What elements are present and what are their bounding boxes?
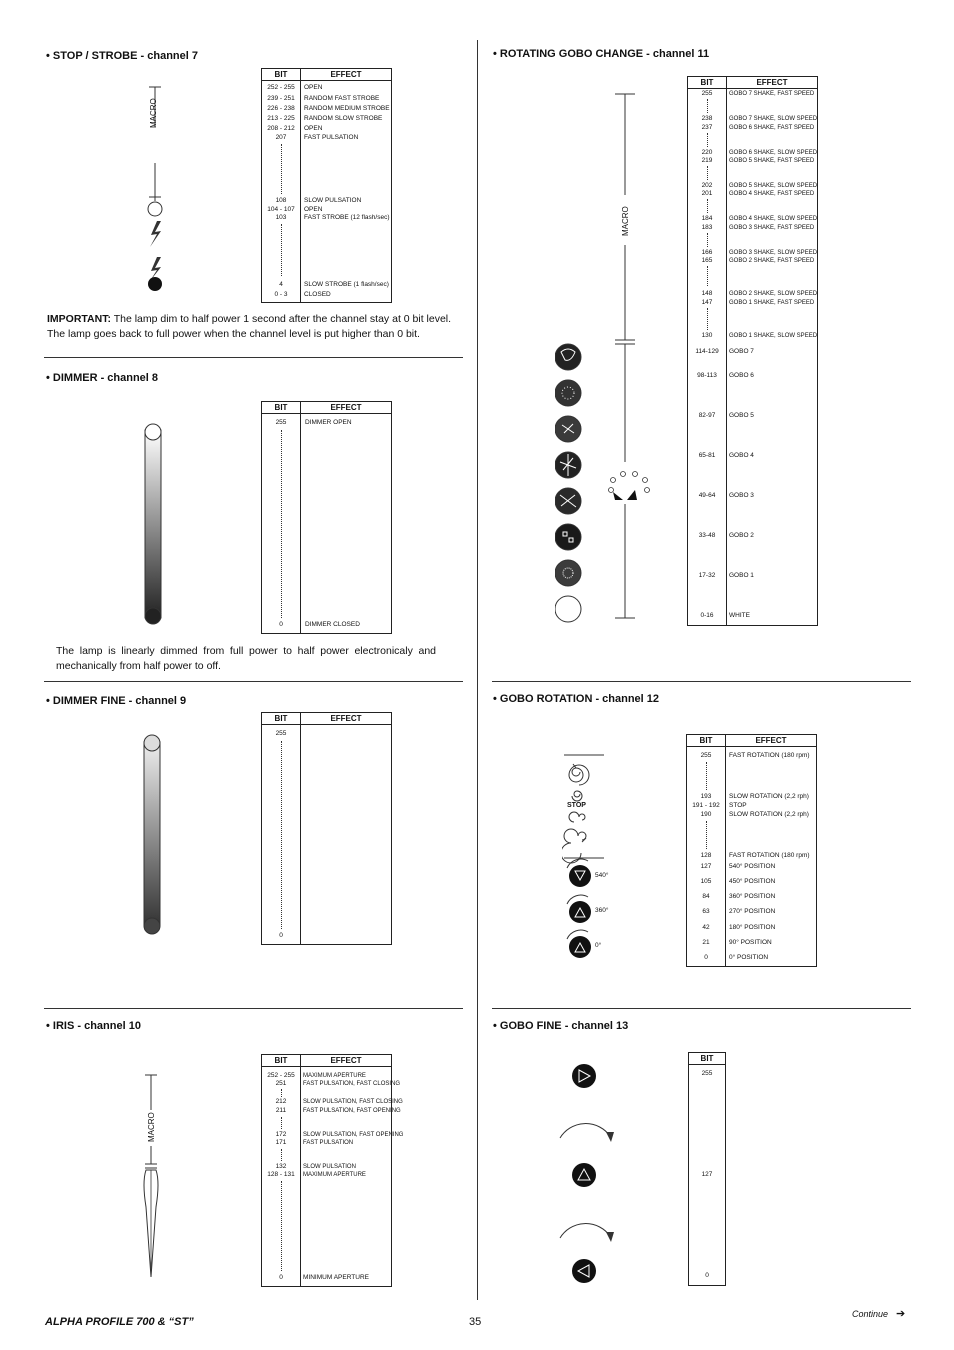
- bit-cell: 238: [701, 115, 713, 122]
- effect-cell: 90° POSITION: [729, 939, 772, 946]
- bit-cell: 201: [701, 190, 713, 197]
- important-note: [47, 312, 472, 342]
- table-header: [262, 402, 391, 414]
- bit-cell: 104 - 107: [267, 206, 295, 213]
- effect-cell: SLOW PULSATION: [304, 197, 362, 204]
- column-separator: [300, 1055, 301, 1286]
- effect-cell: GOBO 5 SHAKE, FAST SPEED: [729, 158, 815, 164]
- effect-cell: GOBO 7: [729, 348, 754, 355]
- bit-cell: 105: [700, 878, 712, 885]
- bit-cell: 191 - 192: [692, 802, 720, 809]
- gobo-rotation-title: • GOBO ROTATION - channel 12: [493, 693, 660, 705]
- effect-cell: FAST PULSATION: [304, 134, 359, 141]
- gobo-rotation-table: [686, 734, 817, 967]
- bit-cell: 193: [700, 793, 712, 800]
- effect-cell: GOBO 1 SHAKE, SLOW SPEED: [729, 333, 818, 339]
- bit-cell: 0: [704, 954, 708, 961]
- effect-cell: GOBO 3 SHAKE, FAST SPEED: [729, 225, 815, 231]
- bit-cell: 213 - 225: [267, 115, 295, 122]
- table-header: [688, 77, 817, 89]
- bit-cell: 219: [701, 157, 713, 164]
- section-divider: [44, 1008, 463, 1009]
- bit-cell: 252 - 255: [267, 84, 295, 91]
- effect-cell: OPEN: [304, 84, 323, 91]
- table-header: [689, 1053, 725, 1065]
- bit-cell: 63: [702, 908, 710, 915]
- effect-cell: FAST STROBE (12 flash/sec): [304, 214, 390, 221]
- dotted-line: [707, 233, 708, 247]
- effect-cell: OPEN: [304, 206, 323, 213]
- bit-cell: 211: [275, 1107, 287, 1114]
- effect-cell: 180° POSITION: [729, 924, 776, 931]
- dotted-line: [707, 308, 708, 330]
- gobo-fine-title: • GOBO FINE - channel 13: [493, 1020, 629, 1032]
- important-text: The lamp dim to half power 1 second after the channel stay at 0 bit level.: [110, 313, 452, 325]
- dotted-line: [706, 821, 707, 849]
- column-separator: [300, 713, 301, 944]
- dimmer-fine-gradient-diagram: [139, 730, 165, 940]
- iris-title: • IRIS - channel 10: [46, 1020, 141, 1032]
- dotted-line: [707, 133, 708, 147]
- effect-cell: GOBO 6 SHAKE, FAST SPEED: [729, 125, 815, 131]
- effect-cell: GOBO 4 SHAKE, SLOW SPEED: [729, 216, 818, 222]
- bit-cell: 128: [700, 852, 712, 859]
- macro-label: MACRO: [149, 98, 158, 128]
- effect-cell: 270° POSITION: [729, 908, 776, 915]
- effect-cell: GOBO 6 SHAKE, SLOW SPEED: [729, 150, 818, 156]
- bit-cell: 147: [701, 299, 713, 306]
- effect-header: EFFECT: [756, 78, 788, 87]
- gobo-change-table: [687, 76, 818, 626]
- bit-cell: 165: [701, 257, 713, 264]
- effect-cell: GOBO 6: [729, 372, 754, 379]
- gobo-fine-diagram: [556, 1060, 618, 1288]
- bit-cell: 208 - 212: [267, 125, 295, 132]
- bit-cell: 98-113: [697, 372, 717, 379]
- dotted-line: [281, 1089, 282, 1097]
- column-separator: [726, 77, 727, 625]
- bit-cell: 255: [701, 1070, 713, 1077]
- arrow-right-icon: ➔: [896, 1308, 906, 1320]
- bit-cell: 0 - 3: [274, 291, 288, 298]
- angle-label: 540°: [595, 872, 609, 879]
- effect-cell: GOBO 1 SHAKE, FAST SPEED: [729, 300, 815, 306]
- bit-cell: 255: [275, 419, 287, 426]
- effect-cell: FAST PULSATION, FAST CLOSING: [303, 1081, 401, 1087]
- important-label: IMPORTANT:: [47, 313, 111, 325]
- effect-cell: SLOW ROTATION (2,2 rph): [729, 811, 809, 818]
- effect-cell: WHITE: [729, 612, 750, 619]
- bit-cell: 237: [701, 124, 713, 131]
- bit-cell: 183: [701, 224, 713, 231]
- dimmer-title: • DIMMER - channel 8: [46, 372, 159, 384]
- bit-cell: 226 - 238: [267, 105, 295, 112]
- dimmer-fine-title: • DIMMER FINE - channel 9: [46, 695, 187, 707]
- effect-cell: GOBO 4 SHAKE, FAST SPEED: [729, 191, 815, 197]
- bit-cell: 255: [275, 730, 287, 737]
- footer-product: ALPHA PROFILE 700 & “ST”: [45, 1316, 194, 1328]
- section-divider: [44, 357, 463, 358]
- dimmer-table: [261, 401, 392, 634]
- bit-cell: 166: [701, 249, 713, 256]
- dotted-line: [281, 224, 282, 276]
- effect-cell: 450° POSITION: [729, 878, 776, 885]
- continue-label: Continue: [852, 1309, 889, 1319]
- bit-cell: 42: [702, 924, 710, 931]
- effect-cell: RANDOM MEDIUM STROBE: [304, 105, 390, 112]
- section-divider: [44, 681, 463, 682]
- effect-cell: GOBO 7 SHAKE, SLOW SPEED: [729, 116, 818, 122]
- important-text-2: The lamp goes back to full power when the channel level is put higher than 0 bit.: [47, 328, 420, 340]
- effect-cell: MAXIMUM APERTURE: [303, 1172, 366, 1178]
- bit-header: BIT: [699, 736, 713, 745]
- dotted-line: [281, 430, 282, 618]
- bit-cell: 65-81: [698, 452, 716, 459]
- effect-cell: 0° POSITION: [729, 954, 769, 961]
- macro-label: MACRO: [621, 206, 630, 236]
- bit-cell: 184: [701, 215, 713, 222]
- iris-table: [261, 1054, 404, 1287]
- effect-cell: SLOW PULSATION, FAST OPENING: [303, 1132, 404, 1138]
- bit-cell: 0-16: [700, 612, 714, 619]
- dotted-line: [281, 1181, 282, 1271]
- effect-cell: GOBO 3 SHAKE, SLOW SPEED: [729, 250, 818, 256]
- dotted-line: [707, 99, 708, 113]
- bit-cell: 49-64: [698, 492, 716, 499]
- effect-cell: FAST PULSATION, FAST OPENING: [303, 1108, 401, 1114]
- effect-cell: RANDOM SLOW STROBE: [304, 115, 383, 122]
- effect-cell: SLOW PULSATION: [303, 1164, 356, 1170]
- iris-macro-diagram: [138, 1072, 164, 1284]
- table-header: [262, 1055, 391, 1067]
- column-separator: [725, 735, 726, 966]
- bit-cell: 207: [275, 134, 287, 141]
- bit-cell: 255: [701, 90, 713, 97]
- effect-cell: OPEN: [304, 125, 323, 132]
- bit-cell: 84: [702, 893, 710, 900]
- effect-cell: MINIMUM APERTURE: [303, 1274, 369, 1281]
- effect-cell: 540° POSITION: [729, 863, 776, 870]
- strobe-table: [261, 68, 392, 303]
- effect-cell: 360° POSITION: [729, 893, 776, 900]
- dotted-line: [281, 1149, 282, 1161]
- angle-label: 0°: [595, 942, 602, 949]
- bit-cell: 251: [275, 1080, 287, 1087]
- bit-header: BIT: [274, 70, 288, 79]
- effect-cell: SLOW ROTATION (2,2 rph): [729, 793, 809, 800]
- dimmer-gradient-diagram: [140, 420, 166, 628]
- dimmer-fine-table: [261, 712, 392, 945]
- bit-cell: 212: [275, 1098, 287, 1105]
- bit-cell: 132: [275, 1163, 287, 1170]
- bit-cell: 171: [275, 1139, 287, 1146]
- bit-cell: 33-48: [698, 532, 716, 539]
- effect-cell: DIMMER CLOSED: [305, 621, 360, 628]
- bit-cell: 0: [705, 1272, 709, 1279]
- effect-cell: GOBO 5 SHAKE, SLOW SPEED: [729, 183, 818, 189]
- effect-cell: GOBO 7 SHAKE, FAST SPEED: [729, 91, 815, 97]
- effect-cell: FAST ROTATION (180 rpm): [729, 752, 810, 759]
- macro-label: MACRO: [147, 1112, 156, 1142]
- dotted-line: [281, 741, 282, 929]
- gobo-change-diagram: [555, 90, 655, 626]
- table-header: [262, 713, 391, 725]
- dotted-line: [707, 266, 708, 286]
- effect-cell: GOBO 2 SHAKE, FAST SPEED: [729, 258, 815, 264]
- dimmer-note-line: mechanically from half power to off.: [56, 660, 221, 672]
- bit-cell: 255: [700, 752, 712, 759]
- bit-cell: 172: [275, 1131, 287, 1138]
- effect-cell: GOBO 4: [729, 452, 754, 459]
- bit-cell: 202: [701, 182, 713, 189]
- effect-cell: FAST PULSATION: [303, 1140, 354, 1146]
- dimmer-note: [56, 644, 436, 674]
- bit-cell: 17-32: [698, 572, 716, 579]
- gobo-fine-table: [688, 1052, 726, 1286]
- dimmer-note-line: The lamp is linearly dimmed from full power to half power electronicaly and: [56, 645, 436, 657]
- bit-cell: 130: [701, 332, 713, 339]
- bit-cell: 114-129: [695, 348, 719, 355]
- bit-header: BIT: [274, 714, 288, 723]
- angle-label: 360°: [595, 907, 609, 914]
- effect-cell: GOBO 5: [729, 412, 754, 419]
- gobo-change-title: • ROTATING GOBO CHANGE - channel 11: [493, 48, 710, 60]
- effect-cell: RANDOM FAST STROBE: [304, 95, 380, 102]
- bit-cell: 0: [279, 932, 283, 939]
- bit-cell: 239 - 251: [267, 95, 295, 102]
- column-divider: [477, 40, 478, 1300]
- bit-cell: 108: [275, 197, 287, 204]
- table-header: [262, 69, 391, 81]
- effect-cell: DIMMER OPEN: [305, 419, 352, 426]
- dotted-line: [281, 144, 282, 194]
- effect-header: EFFECT: [330, 714, 362, 723]
- bit-cell: 103: [275, 214, 287, 221]
- bit-cell: 127: [701, 1171, 713, 1178]
- column-separator: [300, 402, 301, 633]
- stop-label: STOP: [567, 802, 586, 809]
- bit-cell: 128 - 131: [267, 1171, 295, 1178]
- bit-cell: 0: [279, 1274, 283, 1281]
- column-separator: [300, 69, 301, 302]
- dotted-line: [707, 166, 708, 180]
- bit-cell: 148: [701, 290, 713, 297]
- bit-cell: 127: [700, 863, 712, 870]
- effect-cell: STOP: [729, 802, 747, 809]
- bit-cell: 220: [701, 149, 713, 156]
- dotted-line: [281, 1117, 282, 1129]
- page-number: 35: [469, 1316, 482, 1328]
- effect-cell: GOBO 1: [729, 572, 754, 579]
- effect-cell: SLOW STROBE (1 flash/sec): [304, 281, 389, 288]
- section-divider: [492, 1008, 911, 1009]
- table-header: [687, 735, 816, 747]
- effect-cell: MAXIMUM APERTURE: [303, 1073, 366, 1079]
- effect-cell: CLOSED: [304, 291, 331, 298]
- bit-header: BIT: [274, 1056, 288, 1065]
- bit-cell: 190: [700, 811, 712, 818]
- effect-cell: GOBO 3: [729, 492, 754, 499]
- bit-header: BIT: [700, 1054, 714, 1063]
- section-divider: [492, 681, 911, 682]
- bit-header: BIT: [274, 403, 288, 412]
- bit-header: BIT: [700, 78, 714, 87]
- bit-cell: 21: [702, 939, 710, 946]
- effect-cell: FAST ROTATION (180 rpm): [729, 852, 810, 859]
- effect-header: EFFECT: [755, 736, 787, 745]
- bit-cell: 4: [279, 281, 283, 288]
- bit-cell: 0: [279, 621, 283, 628]
- bit-cell: 252 - 255: [267, 1072, 295, 1079]
- dotted-line: [707, 199, 708, 213]
- dotted-line: [706, 762, 707, 790]
- gobo-rotation-diagram: [562, 750, 609, 960]
- effect-header: EFFECT: [330, 70, 362, 79]
- effect-header: EFFECT: [330, 1056, 362, 1065]
- bit-cell: 82-97: [698, 412, 716, 419]
- strobe-title: • STOP / STROBE - channel 7: [46, 50, 198, 62]
- effect-cell: GOBO 2 SHAKE, SLOW SPEED: [729, 291, 818, 297]
- effect-cell: SLOW PULSATION, FAST CLOSING: [303, 1099, 403, 1105]
- effect-header: EFFECT: [330, 403, 362, 412]
- effect-cell: GOBO 2: [729, 532, 754, 539]
